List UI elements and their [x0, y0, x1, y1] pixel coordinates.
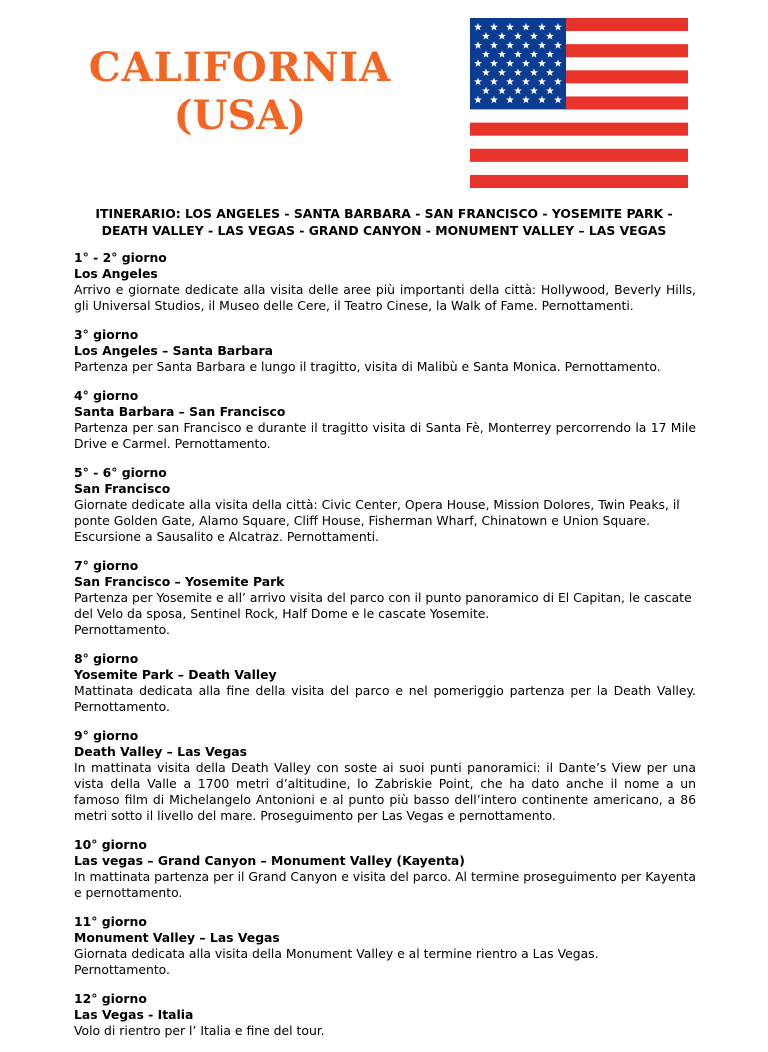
day-entry: [74, 991, 696, 1039]
flag-stripe: [470, 110, 688, 123]
flag-stripe: [470, 175, 688, 188]
page-title: CALIFORNIA: [88, 44, 392, 91]
day-description: Giornata dedicata alla visita della Monument Valley e al termine rientro a Las Vegas. Pernottamento.: [74, 946, 599, 977]
day-description: Giornate dedicate alla visita della città: Civic Center, Opera House, Mission Dolores, Twin Peaks, il ponte Golden Gate, Alamo Square, Cliff House, Fisherman Wharf, Chinatown e Union Square. Escursione a Sausalito e Alcatraz. Pernottamenti.: [74, 497, 680, 544]
day-route: Santa Barbara – San Francisco: [74, 404, 286, 419]
day-entry: [74, 388, 696, 452]
day-entry: [74, 327, 696, 375]
day-route: Las Vegas - Italia: [74, 1007, 194, 1022]
day-entry: [74, 914, 696, 978]
day-description: Partenza per san Francisco e durante il tragitto visita di Santa Fè, Monterrey percorrendo la 17 Mile Drive e Carmel. Pernottamento.: [74, 420, 696, 451]
day-number: 9° giorno: [74, 728, 139, 743]
day-entry: [74, 558, 696, 638]
flag-stripe: [470, 149, 688, 162]
day-description: Volo di rientro per l’ Italia e fine del tour.: [74, 1023, 325, 1038]
flag-stripe: [470, 162, 688, 175]
day-route: San Francisco – Yosemite Park: [74, 574, 285, 589]
day-description: In mattinata partenza per il Grand Canyon e visita del parco. Al termine proseguimento per Kayenta e pernottamento.: [74, 869, 696, 900]
day-route: Los Angeles: [74, 266, 158, 281]
day-number: 3° giorno: [74, 327, 139, 342]
page-subtitle: (USA): [173, 92, 307, 139]
day-description-extra: Pernottamento.: [74, 622, 170, 637]
day-entry: [74, 837, 696, 901]
day-route: San Francisco: [74, 481, 171, 496]
day-number: 11° giorno: [74, 914, 147, 929]
day-description: Partenza per Yosemite e all’ arrivo visita del parco con il punto panoramico di El Capitan, le cascate del Velo da sposa, Sentinel Rock, Half Dome e le cascate Yosemite.: [74, 590, 692, 621]
day-route: Yosemite Park – Death Valley: [74, 667, 277, 682]
day-route: Los Angeles – Santa Barbara: [74, 343, 273, 358]
day-number: 1° - 2° giorno: [74, 250, 167, 265]
itinerary-heading: ITINERARIO: LOS ANGELES - SANTA BARBARA - SAN FRANCISCO - YOSEMITE PARK - DEATH VALLEY - LAS VEGAS - GRAND CANYON - MONUMENT VALLEY – LAS VEGAS: [95, 206, 673, 238]
day-route: Monument Valley – Las Vegas: [74, 930, 280, 945]
day-number: 12° giorno: [74, 991, 147, 1006]
day-description: Mattinata dedicata alla fine della visita del parco e nel pomeriggio partenza per la Death Valley. Pernottamento.: [74, 683, 696, 714]
flag-canton: [470, 18, 566, 109]
day-route: Death Valley – Las Vegas: [74, 744, 248, 759]
day-entry: [74, 651, 696, 715]
day-description: Partenza per Santa Barbara e lungo il tragitto, visita di Malibù e Santa Monica. Pernottamento.: [74, 359, 661, 374]
itinerary-list: [74, 250, 696, 1052]
day-entry: [74, 728, 696, 824]
day-number: 5° - 6° giorno: [74, 465, 167, 480]
usa-flag-icon: [470, 18, 688, 188]
day-number: 10° giorno: [74, 837, 147, 852]
day-number: 8° giorno: [74, 651, 139, 666]
day-description: Arrivo e giornate dedicate alla visita delle aree più importanti della città: Hollywood, Beverly Hills, gli Universal Studios, il Museo delle Cere, il Teatro Cinese, la Walk of Fame. Pernottamenti.: [74, 282, 696, 313]
flag-stripe: [470, 136, 688, 149]
day-number: 7° giorno: [74, 558, 139, 573]
flag-stripe: [470, 123, 688, 136]
day-route: Las vegas – Grand Canyon – Monument Valley (Kayenta): [74, 853, 465, 868]
day-entry: [74, 250, 696, 314]
day-number: 4° giorno: [74, 388, 139, 403]
day-description: In mattinata visita della Death Valley con soste ai suoi punti panoramici: il Dante’s View per una vista della Valle a 1700 metri d’altitudine, lo Zabriskie Point, che ha dato anche il nome a un famoso film di Michelangelo Antonioni e al punto più basso dell’intero continente americano, a 86 metri sotto il livello del mare. Proseguimento per Las Vegas e pernottamento.: [74, 760, 696, 823]
day-entry: [74, 465, 696, 545]
